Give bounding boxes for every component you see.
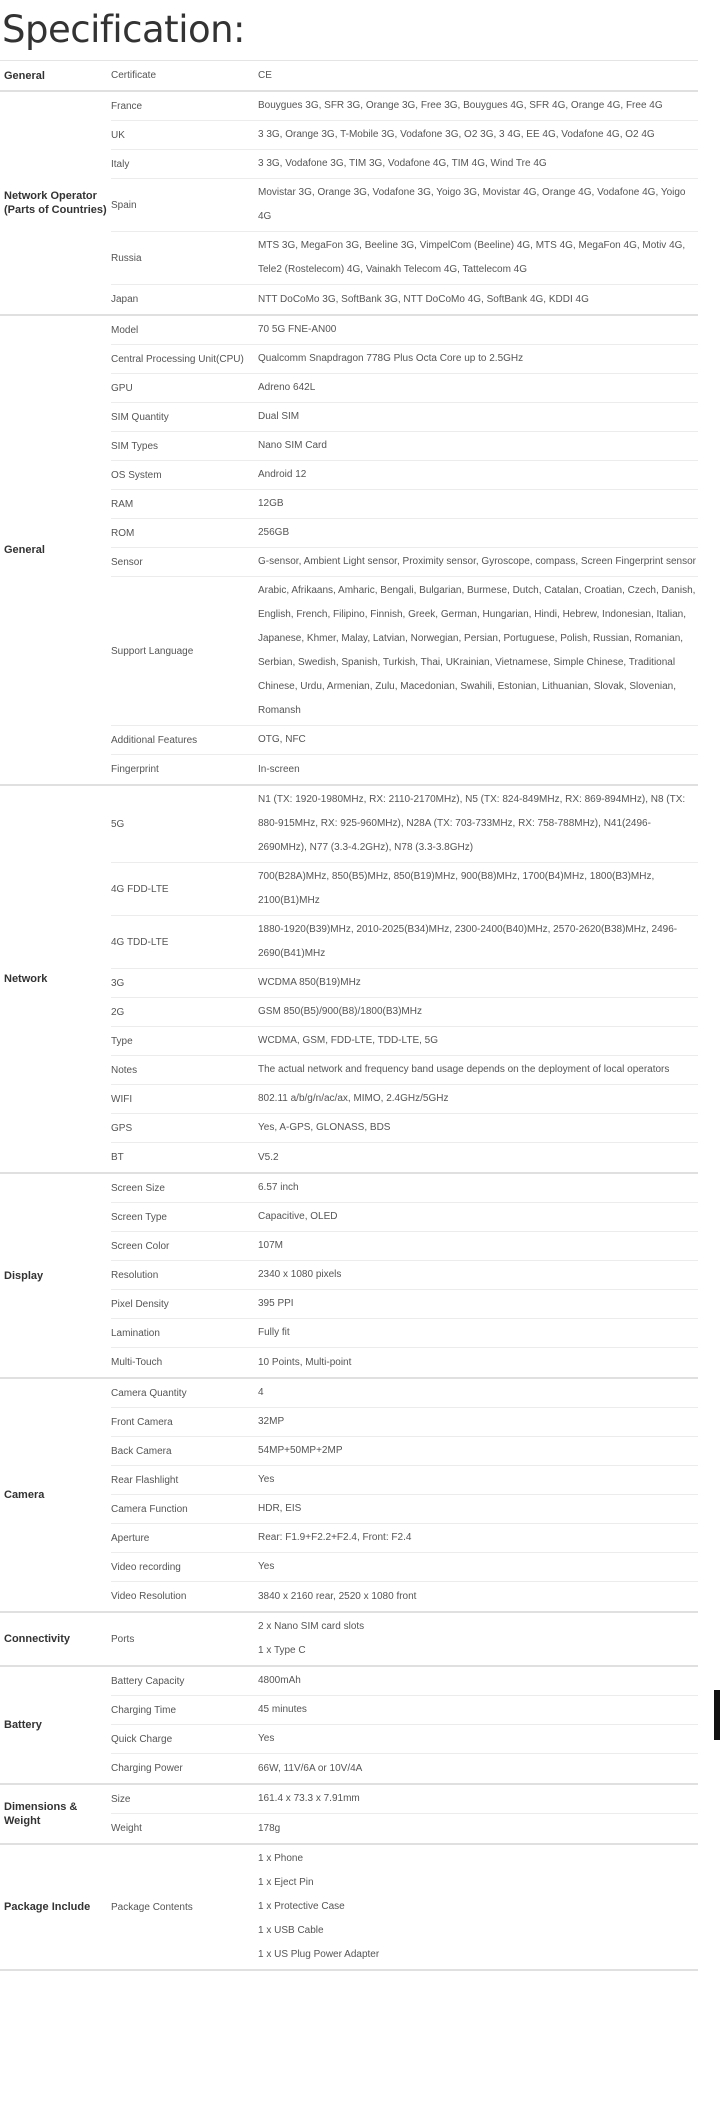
spec-group <box>0 61 698 92</box>
spec-value-line: V5.2 <box>258 1151 279 1163</box>
spec-row <box>111 1696 698 1725</box>
spec-key: Charging Power <box>111 1763 183 1774</box>
spec-value-line: Arabic, Afrikaans, Amharic, Bengali, Bulgarian, Burmese, Dutch, Catalan, Croatian, Czech, Danish, English, French, Filipino, Finnish, Greek, German, Hungarian, Hindi, Hebrew, Indonesian, Italian, Japanese, Khmer, Malay, Latvian, Norwegian, Persian, Portuguese, Polish, Russian, Romanian, Serbian, Swedish, Spanish, Turkish, Thai, UKrainian, Vietnamese, Simple Chinese, Traditional Chinese, Urdu, Armenian, Zulu, Macedonian, Swahili, Estonian, Lithuanian, Slovak, Slovenian, Romansh <box>258 585 696 716</box>
spec-row <box>111 432 698 461</box>
spec-rows <box>111 1845 698 1969</box>
spec-value <box>258 1290 698 1318</box>
spec-rows <box>111 1667 698 1783</box>
spec-key: Pixel Density <box>111 1298 169 1310</box>
spec-key: RAM <box>111 498 134 510</box>
spec-key: 3G <box>111 977 125 989</box>
spec-row <box>111 1814 698 1843</box>
spec-row <box>111 1845 698 1969</box>
spec-value-line: WCDMA, GSM, FDD-LTE, TDD-LTE, 5G <box>258 1035 439 1046</box>
spec-value <box>258 726 698 754</box>
spec-key: Back Camera <box>111 1445 172 1457</box>
spec-key: Aperture <box>111 1532 150 1544</box>
spec-value <box>258 232 698 284</box>
spec-row <box>111 998 698 1027</box>
spec-rows <box>111 1379 698 1611</box>
spec-row <box>111 1085 698 1114</box>
spec-value-line: OTG, NFC <box>258 734 306 745</box>
spec-value <box>258 519 698 547</box>
spec-rows <box>111 1613 698 1665</box>
spec-key: Camera Function <box>111 1503 188 1515</box>
spec-value <box>258 316 698 344</box>
spec-value <box>258 577 698 725</box>
spec-row <box>111 461 698 490</box>
spec-value-line: Yes <box>258 1561 275 1572</box>
spec-value <box>258 1495 698 1523</box>
spec-value-line: CE <box>258 69 272 81</box>
specification-table <box>0 60 698 1971</box>
spec-value-line: Rear: F1.9+F2.2+F2.4, Front: F2.4 <box>258 1532 412 1543</box>
spec-value-line: Dual SIM <box>258 411 300 422</box>
spec-key: Resolution <box>111 1269 159 1281</box>
spec-row <box>111 403 698 432</box>
spec-row <box>111 786 698 863</box>
spec-row <box>111 1754 698 1783</box>
spec-row <box>111 755 698 784</box>
spec-value-line: 178g <box>258 1822 281 1834</box>
spec-row <box>111 1143 698 1172</box>
spec-value-line: 1 x Phone <box>258 1853 304 1864</box>
spec-group-label: Battery <box>4 1719 42 1731</box>
spec-row <box>111 1114 698 1143</box>
spec-value <box>258 403 698 431</box>
spec-key: Screen Size <box>111 1182 165 1194</box>
spec-value <box>258 916 698 968</box>
spec-key: Screen Type <box>111 1211 167 1223</box>
spec-value <box>258 1349 698 1377</box>
spec-value-line: GSM 850(B5)/900(B8)/1800(B3)MHz <box>258 1006 422 1017</box>
spec-key: 4G FDD-LTE <box>111 883 169 895</box>
spec-key: France <box>111 100 143 112</box>
scrollbar-thumb[interactable] <box>714 1690 720 1740</box>
spec-row <box>111 490 698 519</box>
spec-key: Model <box>111 324 139 336</box>
spec-group <box>0 1667 698 1785</box>
spec-group-label: Dimensions & Weight <box>4 1801 78 1827</box>
spec-key: Japan <box>111 294 139 305</box>
spec-value <box>258 1815 698 1843</box>
spec-key: Additional Features <box>111 734 198 746</box>
spec-row <box>111 1466 698 1495</box>
spec-key: SIM Types <box>111 440 159 452</box>
spec-value <box>258 179 698 231</box>
spec-value <box>258 62 698 90</box>
spec-row <box>111 1667 698 1696</box>
spec-value-line: 2340 x 1080 pixels <box>258 1269 342 1280</box>
spec-row <box>111 345 698 374</box>
spec-value-line: The actual network and frequency band usage depends on the deployment of local operators <box>258 1064 670 1075</box>
spec-key: Central Processing Unit(CPU) <box>111 353 244 365</box>
spec-key: Screen Color <box>111 1240 170 1252</box>
spec-value <box>258 490 698 518</box>
spec-group-label: General <box>4 544 45 556</box>
spec-key: Battery Capacity <box>111 1675 185 1687</box>
spec-value <box>258 1379 698 1407</box>
spec-value-line: WCDMA 850(B19)MHz <box>258 977 361 988</box>
spec-row <box>111 1290 698 1319</box>
spec-key: 5G <box>111 818 125 830</box>
spec-value-line: 1 x Eject Pin <box>258 1877 314 1888</box>
spec-key: Sensor <box>111 556 143 568</box>
spec-row <box>111 969 698 998</box>
spec-value <box>258 756 698 784</box>
spec-value <box>258 1437 698 1465</box>
spec-value-line: Capacitive, OLED <box>258 1211 338 1222</box>
spec-group-label: Package Include <box>4 1901 91 1913</box>
spec-value-line: 700(B28A)MHz, 850(B5)MHz, 850(B19)MHz, 900(B8)MHz, 1700(B4)MHz, 1800(B3)MHz, 2100(B1)MHz <box>258 871 655 906</box>
spec-key: OS System <box>111 469 162 481</box>
spec-key: GPU <box>111 382 133 394</box>
spec-row <box>111 577 698 726</box>
spec-value-line: 4 <box>258 1387 264 1398</box>
spec-group <box>0 1174 698 1379</box>
spec-value <box>258 1261 698 1289</box>
spec-value-line: Android 12 <box>258 469 307 480</box>
spec-key: Ports <box>111 1633 135 1645</box>
spec-key: Type <box>111 1035 133 1047</box>
spec-value <box>258 1845 698 1969</box>
spec-key: Spain <box>111 199 137 211</box>
spec-value <box>258 150 698 178</box>
spec-key: 2G <box>111 1006 125 1018</box>
spec-group <box>0 316 698 786</box>
spec-row <box>111 61 698 90</box>
spec-group-label: Network <box>4 973 48 985</box>
spec-rows <box>111 1785 698 1843</box>
spec-group-label: Network Operator (Parts of Countries) <box>4 190 107 216</box>
spec-row <box>111 726 698 755</box>
spec-value-line: 32MP <box>258 1416 285 1427</box>
spec-row <box>111 150 698 179</box>
spec-value-line: 10 Points, Multi-point <box>258 1356 352 1368</box>
spec-value <box>258 998 698 1026</box>
spec-value <box>258 1114 698 1142</box>
spec-value <box>258 1408 698 1436</box>
spec-value <box>258 1755 698 1783</box>
spec-key: Russia <box>111 252 142 264</box>
spec-value-line: 6.57 inch <box>258 1182 299 1193</box>
spec-key: Front Camera <box>111 1416 173 1428</box>
spec-row <box>111 121 698 150</box>
spec-value <box>258 121 698 149</box>
spec-value <box>258 345 698 373</box>
spec-key: UK <box>111 129 125 141</box>
spec-value <box>258 1144 698 1172</box>
spec-key: Rear Flashlight <box>111 1474 179 1486</box>
spec-value <box>258 432 698 460</box>
spec-rows <box>111 92 698 314</box>
spec-value-line: 4800mAh <box>258 1675 301 1686</box>
spec-row <box>111 1261 698 1290</box>
spec-value <box>258 1203 698 1231</box>
spec-value-line: G-sensor, Ambient Light sensor, Proximity sensor, Gyroscope, compass, Screen Fingerprint sensor <box>258 556 696 567</box>
spec-value <box>258 1319 698 1347</box>
spec-value-line: Movistar 3G, Orange 3G, Vodafone 3G, Yoigo 3G, Movistar 4G, Orange 4G, Vodafone 4G, Yoigo 4G <box>258 187 686 222</box>
spec-key: Video Resolution <box>111 1591 187 1602</box>
spec-value <box>258 1613 698 1665</box>
spec-value-line: 12GB <box>258 498 284 509</box>
spec-row <box>111 1027 698 1056</box>
spec-row <box>111 1319 698 1348</box>
spec-group-label: Camera <box>4 1489 45 1501</box>
spec-value-line: Yes, A-GPS, GLONASS, BDS <box>258 1122 391 1133</box>
spec-value <box>258 863 698 915</box>
spec-row <box>111 1725 698 1754</box>
spec-value-line: 161.4 x 73.3 x 7.91mm <box>258 1793 360 1804</box>
spec-key: Multi-Touch <box>111 1357 163 1368</box>
spec-row <box>111 1524 698 1553</box>
spec-rows <box>111 316 698 784</box>
spec-row <box>111 1495 698 1524</box>
spec-row <box>111 1408 698 1437</box>
spec-value <box>258 1553 698 1581</box>
spec-row <box>111 1553 698 1582</box>
spec-group-label: General <box>4 69 45 82</box>
spec-value-line: 70 5G FNE-AN00 <box>258 324 337 335</box>
spec-group <box>0 1613 698 1667</box>
spec-value <box>258 969 698 997</box>
spec-value <box>258 1524 698 1552</box>
spec-row <box>111 285 698 314</box>
spec-row <box>111 548 698 577</box>
spec-value-line: Adreno 642L <box>258 382 316 393</box>
spec-value-line: MTS 3G, MegaFon 3G, Beeline 3G, VimpelCom (Beeline) 4G, MTS 4G, MegaFon 4G, Motiv 4G, Tele2 (Rostelecom) 4G, Vainakh Telecom 4G, Tattelecom 4G <box>258 240 686 275</box>
spec-value-line: Bouygues 3G, SFR 3G, Orange 3G, Free 3G, Bouygues 4G, SFR 4G, Orange 4G, Free 4G <box>258 100 663 111</box>
spec-row <box>111 1785 698 1814</box>
spec-value-line: 802.11 a/b/g/n/ac/ax, MIMO, 2.4GHz/5GHz <box>258 1093 449 1104</box>
spec-value-line: 45 minutes <box>258 1704 307 1715</box>
spec-row <box>111 1582 698 1611</box>
spec-row <box>111 519 698 548</box>
spec-group <box>0 1845 698 1971</box>
spec-key: Notes <box>111 1064 138 1076</box>
spec-value-line: Qualcomm Snapdragon 778G Plus Octa Core up to 2.5GHz <box>258 353 524 364</box>
spec-key: WIFI <box>111 1093 133 1105</box>
spec-value-line: 107M <box>258 1240 284 1251</box>
spec-value-line: In-screen <box>258 763 300 775</box>
spec-value <box>258 1725 698 1753</box>
spec-key: Quick Charge <box>111 1733 173 1745</box>
spec-value <box>258 1027 698 1055</box>
spec-row <box>111 916 698 969</box>
spec-key: Camera Quantity <box>111 1387 187 1399</box>
spec-key: Italy <box>111 158 130 170</box>
spec-value <box>258 1667 698 1695</box>
spec-value <box>258 1583 698 1611</box>
spec-key: Size <box>111 1793 131 1805</box>
spec-value-line: 1 x Type C <box>258 1645 306 1656</box>
spec-group <box>0 1379 698 1613</box>
spec-value <box>258 1696 698 1724</box>
spec-value <box>258 1056 698 1084</box>
spec-rows <box>111 1174 698 1377</box>
spec-value-line: 3840 x 2160 rear, 2520 x 1080 front <box>258 1590 417 1602</box>
spec-key: BT <box>111 1152 124 1163</box>
spec-row <box>111 92 698 121</box>
spec-row <box>111 1056 698 1085</box>
spec-value <box>258 548 698 576</box>
spec-value-line: 1 x Protective Case <box>258 1901 345 1912</box>
spec-value <box>258 1466 698 1494</box>
spec-row <box>111 1348 698 1377</box>
spec-value <box>258 1174 698 1202</box>
spec-key: Lamination <box>111 1327 160 1339</box>
spec-key: Certificate <box>111 70 157 81</box>
spec-value <box>258 461 698 489</box>
spec-group <box>0 1785 698 1845</box>
spec-value-line: Yes <box>258 1733 275 1744</box>
spec-value <box>258 92 698 120</box>
spec-row <box>111 1232 698 1261</box>
spec-key: Fingerprint <box>111 764 159 775</box>
spec-row <box>111 232 698 285</box>
spec-key: SIM Quantity <box>111 411 169 423</box>
spec-row <box>111 1174 698 1203</box>
spec-row <box>111 1437 698 1466</box>
spec-key: GPS <box>111 1122 133 1134</box>
spec-row <box>111 863 698 916</box>
page-title: Specification: <box>2 8 246 51</box>
spec-row <box>111 1203 698 1232</box>
spec-value-line: N1 (TX: 1920-1980MHz, RX: 2110-2170MHz), N5 (TX: 824-849MHz, RX: 869-894MHz), N8 (TX: 880-915MHz, RX: 925-960MHz), N28A (TX: 703-733MHz, RX: 758-788MHz), N41(2496-2690MHz), N77 (3.3-4.2GHz), N78 (3.3-3.8GHz) <box>258 794 686 853</box>
spec-value <box>258 374 698 402</box>
spec-value-line: 2 x Nano SIM card slots <box>258 1621 365 1632</box>
spec-row <box>111 1379 698 1408</box>
spec-value-line: NTT DoCoMo 3G, SoftBank 3G, NTT DoCoMo 4G, SoftBank 4G, KDDI 4G <box>258 293 589 305</box>
spec-value <box>258 1232 698 1260</box>
spec-value-line: HDR, EIS <box>258 1503 302 1514</box>
spec-key: Video recording <box>111 1561 181 1573</box>
spec-value-line: 1880-1920(B39)MHz, 2010-2025(B34)MHz, 2300-2400(B40)MHz, 2570-2620(B38)MHz, 2496-2690(B41)MHz <box>258 924 678 959</box>
spec-group-label: Display <box>4 1269 44 1282</box>
spec-value <box>258 286 698 314</box>
spec-key: 4G TDD-LTE <box>111 936 169 948</box>
spec-value-line: 3 3G, Orange 3G, T-Mobile 3G, Vodafone 3G, O2 3G, 3 4G, EE 4G, Vodafone 4G, O2 4G <box>258 129 655 140</box>
spec-key: Support Language <box>111 645 194 657</box>
spec-value <box>258 786 698 862</box>
spec-value-line: Fully fit <box>258 1327 290 1338</box>
spec-key: Weight <box>111 1823 142 1834</box>
spec-value-line: 256GB <box>258 527 290 538</box>
spec-value-line: 395 PPI <box>258 1298 294 1309</box>
spec-key: Package Contents <box>111 1901 193 1913</box>
spec-key: Charging Time <box>111 1704 177 1716</box>
spec-value-line: 1 x USB Cable <box>258 1925 324 1936</box>
spec-rows <box>111 786 698 1172</box>
spec-group <box>0 786 698 1174</box>
spec-value <box>258 1785 698 1813</box>
spec-value-line: 1 x US Plug Power Adapter <box>258 1949 380 1960</box>
spec-value-line: 3 3G, Vodafone 3G, TIM 3G, Vodafone 4G, TIM 4G, Wind Tre 4G <box>258 158 547 169</box>
spec-value <box>258 1085 698 1113</box>
spec-key: ROM <box>111 527 135 539</box>
spec-value-line: Yes <box>258 1474 275 1485</box>
spec-row <box>111 316 698 345</box>
spec-value-line: Nano SIM Card <box>258 440 327 451</box>
spec-row <box>111 179 698 232</box>
spec-rows <box>111 61 698 90</box>
spec-group <box>0 92 698 316</box>
spec-value-line: 54MP+50MP+2MP <box>258 1445 343 1456</box>
spec-group-label: Connectivity <box>4 1633 71 1645</box>
spec-row <box>111 374 698 403</box>
spec-row <box>111 1613 698 1665</box>
spec-value-line: 66W, 11V/6A or 10V/4A <box>258 1762 363 1774</box>
